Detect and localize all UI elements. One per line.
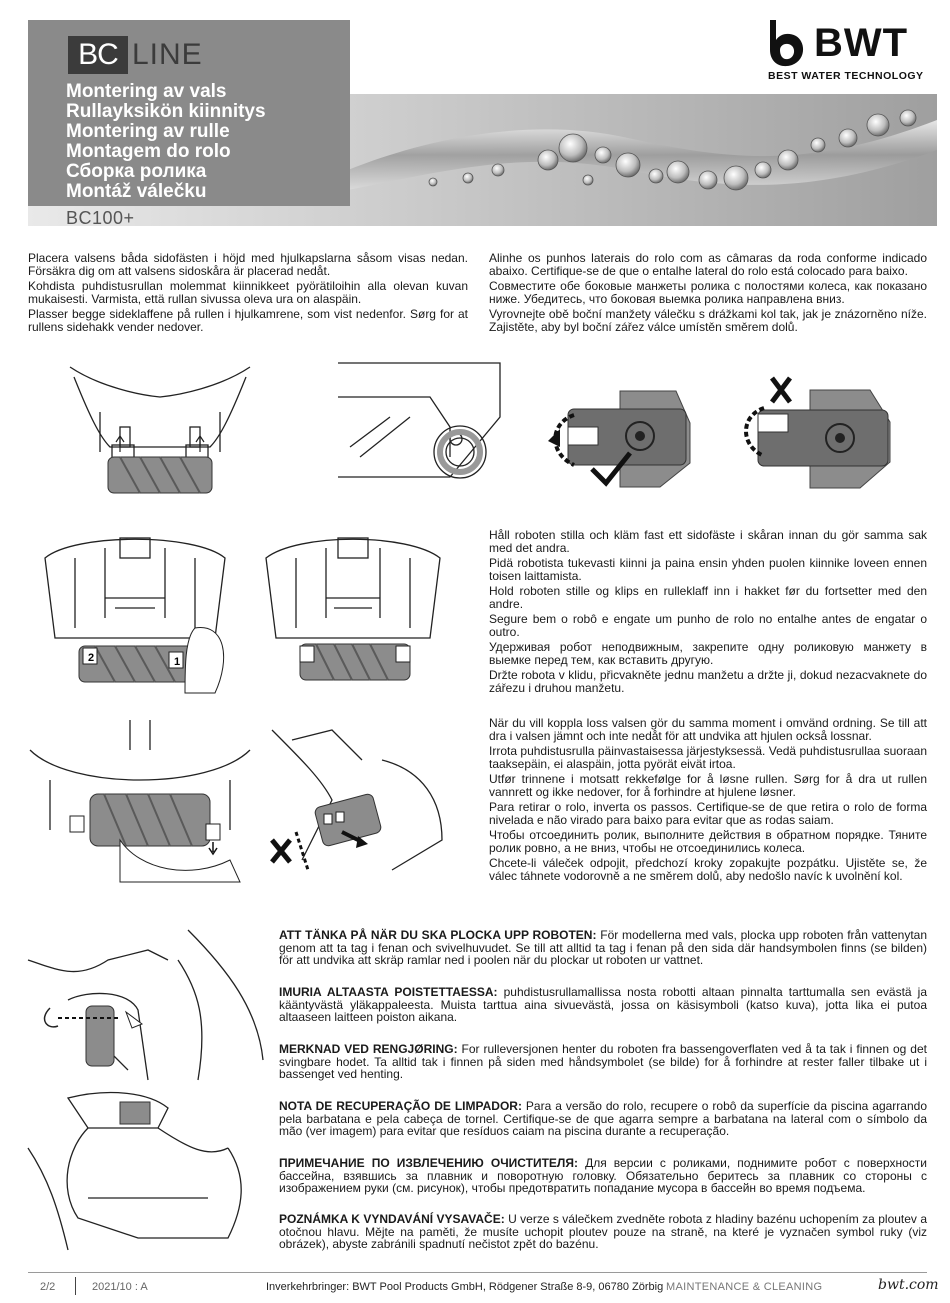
paragraph: Håll roboten stilla och kläm fast ett sidofäste i skåran innan du gör samma sak med det andra. [489, 528, 927, 555]
note-body: För modellerna med vals, plocka upp roboten från vattenytan genom att ta tag i fenan och svivelhuvudet. Se till att alltid ta tag i fenan på den sida där handsymbolen finns (se bilden) för att undvika att skräp ramlar ned i poolen när du plockar ut roboten ur vattnet. [279, 928, 927, 967]
note-title: POZNÁMKA K VYNDAVÁNÍ VYSAVAČE: [279, 1212, 505, 1226]
paragraph: Удерживая робот неподвижным, закрепите одну роликовую манжету в выемке перед тем, как вставить другую. [489, 640, 927, 667]
pickup-note-swedish [279, 929, 927, 967]
paragraph: Segure bem o robô e engate um punho de rolo no entalhe antes de engatar o outro. [489, 612, 927, 639]
roller-alignment-front-figure [60, 357, 260, 497]
title-finnish: Rullayksikön kiinnitys [66, 101, 266, 122]
note-body: puhdistusrullamallissa nosta robotti altaan pinnalta tarttumalla sen evästä ja kääntyvästä yläkappaleesta. Muista tarttua aina sivuevästä, jossa on käsisymboli (katso kuva), jotta lika ei putoa altaaseen laitteen poiston aikana. [279, 985, 927, 1024]
paragraph: Para retirar o rolo, inverta os passos. Certifique-se de que retira o rolo de forma nivelada e não virado para baixo para evitar que as rodas saiam. [489, 800, 927, 827]
note-title: NOTA DE RECUPERAÇÃO DE LIMPADOR: [279, 1099, 522, 1113]
roller-side-view-figure [330, 357, 510, 487]
paragraph: Chcete-li váleček odpojit, předchozí kroky zopakujte pozpátku. Ujistěte se, že válec táhnete vodorovně a ne směrem dolů, aby nedošlo navíc k uvolnění kol. [489, 856, 927, 883]
intro-right-column [489, 252, 927, 336]
footer-divider [28, 1272, 927, 1273]
step-label-1: 1 [174, 656, 181, 668]
paragraph: Kohdista puhdistusrullan molemmat kiinnikkeet pyörätiloihin alla olevan kuvan mukaisesti. Varmista, että rullan sivussa oleva ura on alaspäin. [28, 279, 468, 306]
brand-tagline: BEST WATER TECHNOLOGY [768, 70, 924, 82]
removal-instructions [489, 717, 927, 885]
clip-second-cuff-figure [258, 528, 448, 688]
footer-separator [75, 1277, 76, 1295]
brand-name: BWT [814, 21, 909, 65]
pickup-note-norwegian [279, 1043, 927, 1081]
paragraph: Hold roboten stille og klips en rulleklaff inn i hakket før du fortsetter med den andre. [489, 584, 927, 611]
step-label-2: 2 [88, 652, 95, 664]
pickup-note-portuguese [279, 1100, 927, 1138]
paragraph: Vyrovnejte obě boční manžety válečku s drážkami kol tak, jak je znázorněno níže. Zajistěte, aby byl boční zářez válce umístěn směrem dolů. [489, 307, 927, 334]
paragraph: När du vill koppla loss valsen gör du samma moment i omvänd ordning. Se till att dra i valsen jämnt och inte nedåt för att undvika att hjulen också lossnar. [489, 716, 927, 743]
paragraph: Irrota puhdistusrulla päinvastaisessa järjestyksessä. Vedä puhdistusrullaa suoraan taaksepäin, ei alaspäin, jotta pyörät eivät irtoa. [489, 744, 927, 771]
paragraph: Alinhe os punhos laterais do rolo com as câmaras da roda conforme indicado abaixo. Certifique-se de que o entalhe lateral do rolo está colocado para baixo. [489, 251, 927, 278]
bc-logo-box: BC [68, 36, 128, 74]
intro-left-column [28, 252, 468, 336]
paragraph: Совместите обе боковые манжеты ролика с полостями колеса, как показано ниже. Убедитесь, что боковая выемка ролика направлена вниз. [489, 279, 927, 306]
bc-logo-line: LINE [132, 38, 203, 71]
title-norwegian: Montering av rulle [66, 121, 230, 142]
clip-first-cuff-figure [35, 528, 235, 693]
paragraph: Utfør trinnene i motsatt rekkefølge for å løsne rullen. Sørg for å dra ut rullen vannrett og ikke nedover, for å forhindre at hjulene løsner. [489, 772, 927, 799]
pickup-note-russian [279, 1157, 927, 1195]
title-portuguese: Montagem do rolo [66, 141, 231, 162]
paragraph: Чтобы отсоединить ролик, выполните действия в обратном порядке. Тяните ролик ровно, а не вниз, чтобы не отсоединились колеса. [489, 828, 927, 855]
distributor-info: Inverkehrbringer: BWT Pool Products GmbH, Rödgener Straße 8-9, 06780 Zörbig [266, 1281, 664, 1293]
paragraph: Držte robota v klidu, přicvakněte jednu manžetu a držte ji, dokud nezacvaknete do zářezu i druhou manžetu. [489, 668, 927, 695]
robot-fin-hand-symbol-figure [28, 1088, 248, 1250]
section-name: MAINTENANCE & CLEANING [666, 1281, 823, 1293]
roller-notch-incorrect-figure [740, 372, 900, 494]
note-body: Для версии с роликами, поднимите робот с поверхности бассейна, взявшись за плавник и поворотную головку. Обязательно беритесь за плавник со стороны с изображением руки (см. рисунок), чтобы предотвратить попадание мусора в бассейн во время подъема. [279, 1156, 928, 1195]
paragraph: Plasser begge sideklaffene på rullen i hjulkamrene, som vist nedenfor. Sørg for at rullens sidehakk vender nedover. [28, 307, 468, 334]
note-title: IMURIA ALTAASTA POISTETTAESSA: [279, 985, 498, 999]
note-title: ПРИМЕЧАНИЕ ПО ИЗВЛЕЧЕНИЮ ОЧИСТИТЕЛЯ: [279, 1156, 578, 1170]
roller-notch-correct-figure [540, 383, 710, 495]
pickup-note-czech [279, 1213, 927, 1251]
note-body: Para a versão do rolo, recupere o robô da superfície da piscina agarrando pela barbatana e pela cabeça de tornel. Certifique-se de que agarra sempre a barbatana na lateral com o símbolo da mão (ver imagem) para evitar que resíduos caiam na piscina durante a recuperação. [279, 1099, 927, 1138]
page-number: 2/2 [40, 1281, 56, 1293]
model-name: BC100+ [66, 208, 135, 228]
note-title: MERKNAD VED RENGJØRING: [279, 1042, 458, 1056]
title-czech: Montáž válečku [66, 181, 207, 202]
note-title: ATT TÄNKA PÅ NÄR DU SKA PLOCKA UPP ROBOTEN: [279, 928, 597, 942]
website-url: bwt.com [878, 1277, 939, 1293]
paragraph: Placera valsens båda sidofästen i höjd med hjulkapslarna såsom visas nedan. Försäkra dig om att valsens sidoskåra är placerad nedåt. [28, 251, 468, 278]
cuff-release-figure [262, 720, 452, 880]
note-body: U verze s válečkem zvedněte robota z hladiny bazénu uchopením za ploutev a otočnou hlavu. Mějte na paměti, že musíte uchopit ploutev pouze na straně, na které je vyznačen symbol ruky (viz obrázek), abyste zabránili spadnutí nečistot zpět do bazénu. [279, 1212, 927, 1251]
revision-date: 2021/10 : A [92, 1281, 148, 1293]
bwt-drop-logo-icon [766, 18, 810, 68]
roller-removal-figure [30, 720, 250, 882]
paragraph: Pidä robotista tukevasti kiinni ja paina ensin yhden puolen kiinnike loveen ennen toisen laittamista. [489, 556, 927, 583]
title-swedish: Montering av vals [66, 81, 227, 102]
note-body: For rulleversjonen henter du roboten fra bassengoverflaten ved å ta tak i finnen og det svingbare hodet. Ta alltid tak i finnen på siden med håndsymbolet (se bilde) for å forhindre at rester faller tilbake ut i bassenget ved henting. [279, 1042, 927, 1081]
title-russian: Сборка ролика [66, 161, 207, 182]
clip-instructions [489, 529, 927, 697]
pickup-note-finnish [279, 986, 927, 1024]
pickup-by-fin-figure [28, 930, 263, 1080]
